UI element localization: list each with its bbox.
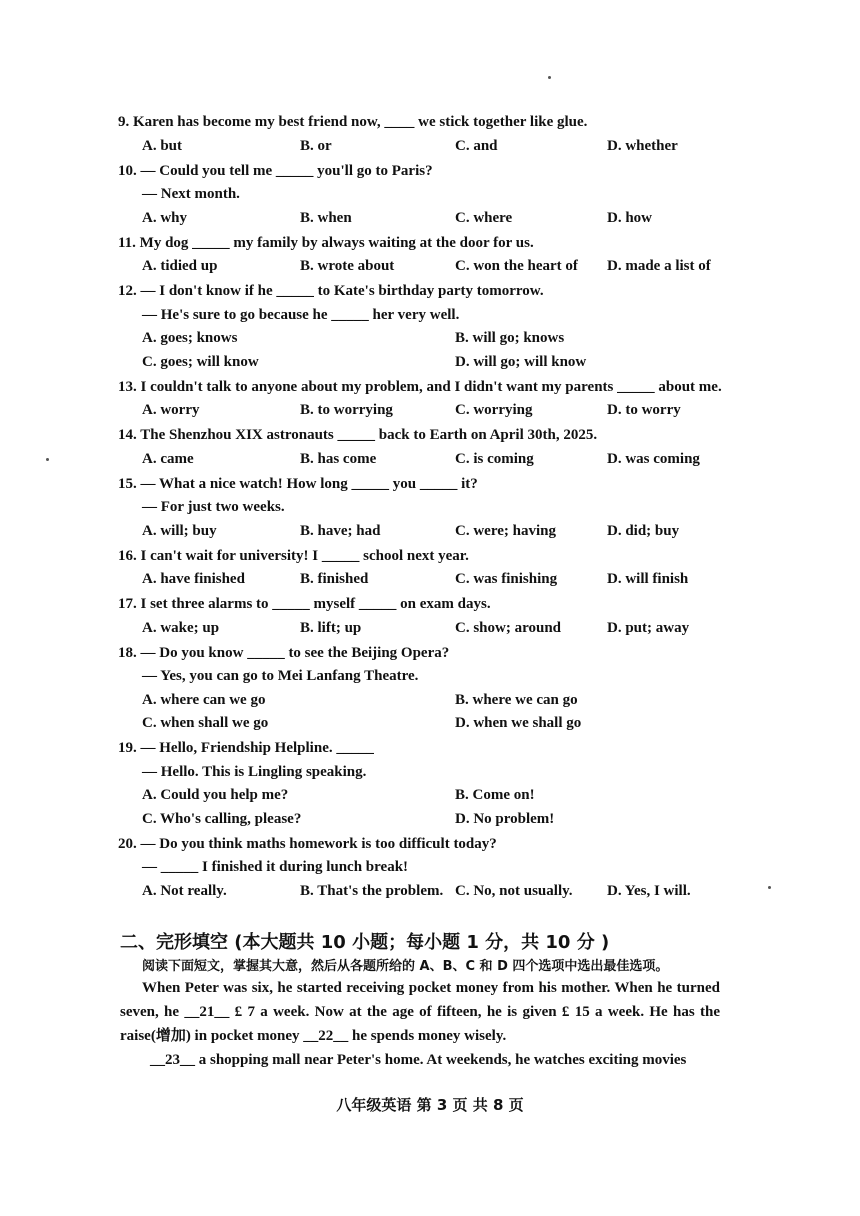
answer-option: C. No, not usually. bbox=[455, 882, 573, 899]
answer-option: C. was finishing bbox=[455, 571, 558, 587]
answer-option: B. That's the problem. bbox=[300, 882, 444, 899]
answer-option: C. is coming bbox=[455, 450, 534, 467]
answer-option: C. and bbox=[455, 137, 498, 154]
question-stem: 15. — What a nice watch! How long _____ you _____ it? bbox=[118, 475, 478, 492]
answer-option: A. tidied up bbox=[142, 258, 218, 274]
answer-option: A. why bbox=[142, 209, 188, 226]
answer-option: D. when we shall go bbox=[455, 715, 582, 731]
answer-option: A. goes; knows bbox=[142, 330, 238, 346]
question-stem: 18. — Do you know _____ to see the Beijing Opera? bbox=[118, 644, 450, 661]
passage-paragraph-2: __23__ a shopping mall near Peter's home. At weekends, he watches exciting movies bbox=[150, 1052, 687, 1068]
scan-speck bbox=[46, 458, 49, 461]
question-stem: 10. — Could you tell me _____ you'll go to Paris? bbox=[118, 162, 433, 179]
answer-option: B. will go; knows bbox=[455, 330, 565, 346]
answer-option: B. to worrying bbox=[300, 402, 393, 418]
answer-option: A. Could you help me? bbox=[142, 787, 289, 803]
scan-speck bbox=[548, 76, 551, 79]
answer-option: B. lift; up bbox=[300, 619, 362, 636]
answer-option: B. finished bbox=[300, 571, 369, 587]
answer-option: B. Come on! bbox=[455, 787, 535, 803]
answer-option: D. will finish bbox=[607, 571, 689, 587]
answer-option: B. or bbox=[300, 137, 332, 154]
section-2-instruction: 阅读下面短文，掌握其大意，然后从各题所给的 A、B、C 和 D 四个选项中选出最佳选项。 bbox=[142, 959, 669, 974]
answer-option: D. put; away bbox=[607, 619, 690, 636]
scan-speck bbox=[768, 886, 771, 889]
answer-option: D. whether bbox=[607, 137, 678, 154]
answer-option: C. goes; will know bbox=[142, 353, 259, 370]
answer-option: D. how bbox=[607, 209, 653, 226]
question-stem: 19. — Hello, Friendship Helpline. _____ bbox=[118, 740, 374, 756]
answer-option: C. worrying bbox=[455, 402, 533, 418]
answer-option: C. show; around bbox=[455, 619, 562, 636]
question-stem: 17. I set three alarms to _____ myself _____ on exam days. bbox=[118, 596, 491, 612]
answer-option: A. where can we go bbox=[142, 691, 266, 708]
answer-option: C. won the heart of bbox=[455, 258, 578, 274]
question-dialogue-line: — Next month. bbox=[142, 186, 240, 202]
question-dialogue-line: — He's sure to go because he _____ her very well. bbox=[142, 306, 460, 323]
question-stem: 9. Karen has become my best friend now, ____ we stick together like glue. bbox=[118, 114, 588, 130]
answer-option: D. Yes, I will. bbox=[607, 882, 691, 899]
answer-option: C. where bbox=[455, 209, 513, 226]
question-dialogue-line: — Hello. This is Lingling speaking. bbox=[142, 763, 367, 780]
question-stem: 12. — I don't know if he _____ to Kate's birthday party tomorrow. bbox=[118, 283, 544, 299]
answer-option: B. has come bbox=[300, 450, 377, 467]
answer-option: D. to worry bbox=[607, 402, 681, 418]
answer-option: B. where we can go bbox=[455, 691, 578, 708]
answer-option: C. when shall we go bbox=[142, 715, 269, 731]
answer-option: A. but bbox=[142, 137, 183, 154]
question-stem: 11. My dog _____ my family by always waiting at the door for us. bbox=[118, 234, 534, 251]
page-footer: 八年级英语 第 3 页 共 8 页 bbox=[336, 1096, 524, 1114]
answer-option: D. did; buy bbox=[607, 522, 680, 539]
answer-option: D. made a list of bbox=[607, 258, 711, 274]
question-dialogue-line: — _____ I finished it during lunch break! bbox=[142, 859, 409, 875]
answer-option: D. was coming bbox=[607, 450, 700, 467]
passage-paragraph-1: When Peter was six, he started receiving pocket money from his mother. When he turned seven, he __21__ £ 7 a week. Now at the age of fifteen, he is given £ 15 a week. He has the raise(增加) in pocket money __22__ he spends money wisely. bbox=[120, 980, 720, 1044]
answer-option: B. wrote about bbox=[300, 258, 395, 274]
answer-option: A. worry bbox=[142, 402, 200, 418]
question-stem: 20. — Do you think maths homework is too difficult today? bbox=[118, 835, 497, 852]
answer-option: A. came bbox=[142, 450, 194, 467]
section-2-title: 二、完形填空 (本大题共 10 小题；每小题 1 分，共 10 分 ) bbox=[120, 932, 610, 953]
answer-option: A. have finished bbox=[142, 571, 245, 587]
answer-option: D. will go; will know bbox=[455, 353, 587, 370]
answer-option: A. Not really. bbox=[142, 882, 227, 899]
answer-option: A. wake; up bbox=[142, 619, 220, 636]
answer-option: B. when bbox=[300, 209, 352, 226]
question-stem: 13. I couldn't talk to anyone about my problem, and I didn't want my parents _____ about me. bbox=[118, 378, 722, 395]
answer-option: A. will; buy bbox=[142, 522, 217, 539]
question-stem: 14. The Shenzhou XIX astronauts _____ back to Earth on April 30th, 2025. bbox=[118, 427, 598, 443]
answer-option: C. Who's calling, please? bbox=[142, 810, 302, 827]
answer-option: B. have; had bbox=[300, 522, 381, 539]
answer-option: C. were; having bbox=[455, 522, 556, 539]
question-stem: 16. I can't wait for university! I _____ school next year. bbox=[118, 547, 469, 564]
question-dialogue-line: — For just two weeks. bbox=[142, 499, 285, 515]
question-dialogue-line: — Yes, you can go to Mei Lanfang Theatre. bbox=[142, 668, 419, 684]
answer-option: D. No problem! bbox=[455, 810, 555, 827]
